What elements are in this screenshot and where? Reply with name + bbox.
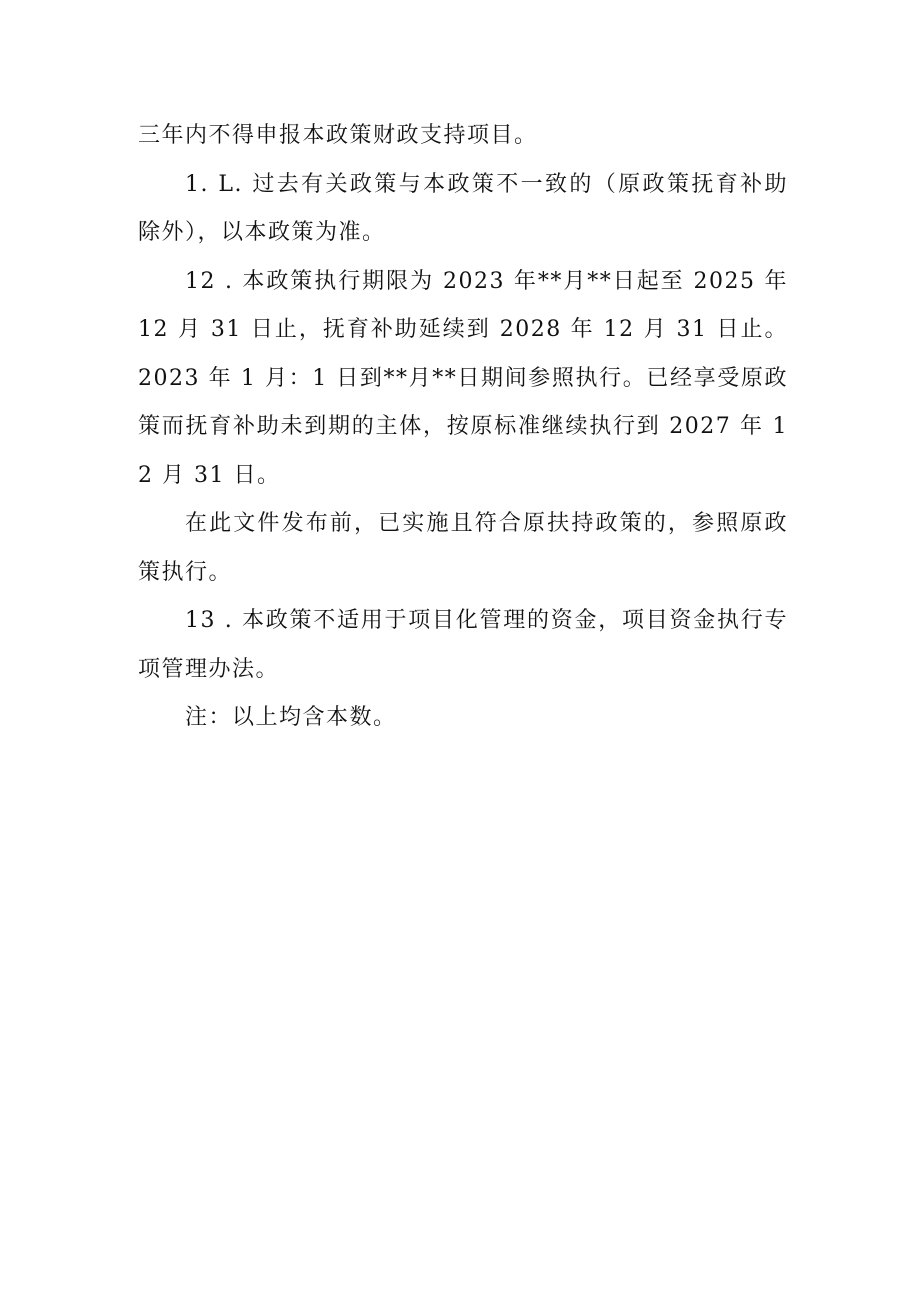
paragraph-prior-policy: 在此文件发布前，已实施且符合原扶持政策的，参照原政策执行。	[138, 511, 788, 585]
paragraph-note: 注：以上均含本数。	[185, 705, 397, 730]
paragraph-clause-11: 1. L. 过去有关政策与本政策不一致的（原政策抚育补助除外），以本政策为准。	[138, 171, 788, 245]
paragraph-clause-12: 12 . 本政策执行期限为 2023 年**月**日起至 2025 年 12 月 31 日止，抚育补助延续到 2028 年 12 月 31 日止。2023 年 1 月：1 日到**月**日期间参照执行。已经享受原政策而抚育补助未到期的主体，按原标准继续执行到 2027 年 12 月 31 日。	[138, 268, 788, 488]
document-body	[138, 112, 788, 743]
paragraph-clause-13: 13 . 本政策不适用于项目化管理的资金，项目资金执行专项管理办法。	[138, 608, 788, 682]
paragraph-continuation: 三年内不得申报本政策财政支持项目。	[138, 123, 538, 148]
